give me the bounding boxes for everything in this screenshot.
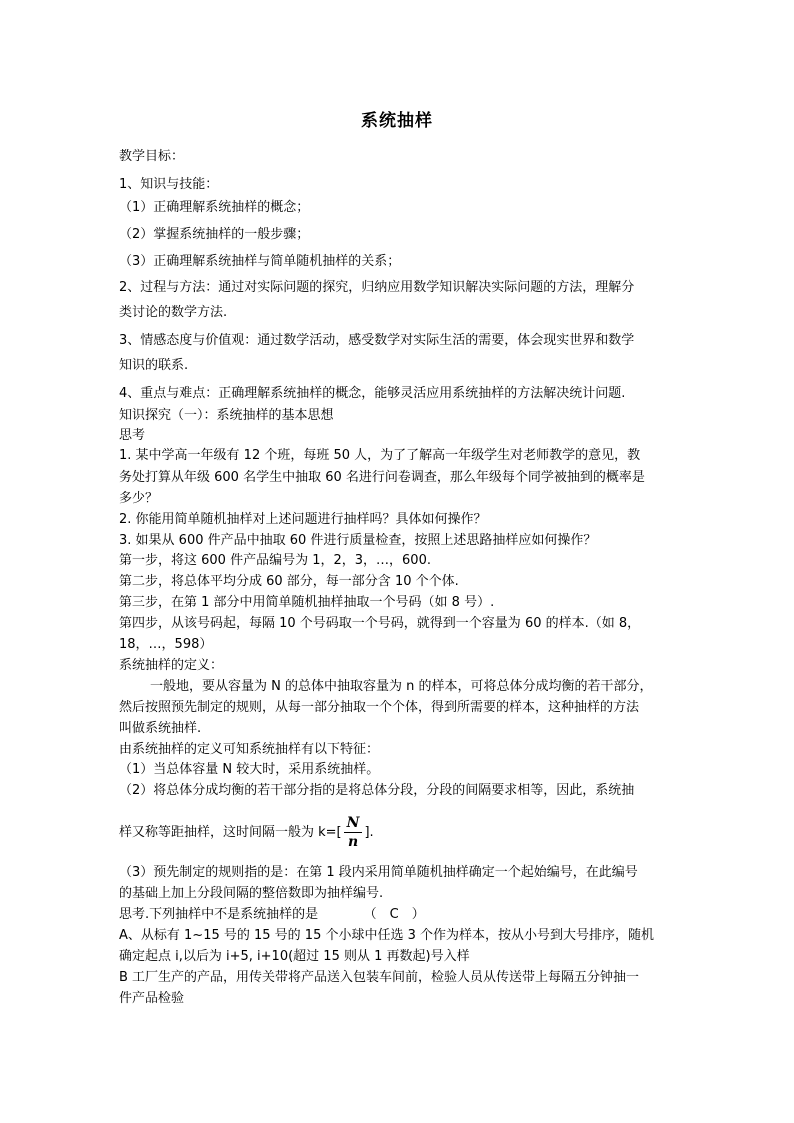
text-line: （1）正确理解系统抽样的概念； bbox=[119, 200, 310, 215]
text-line: 1. 某中学高一年级有 12 个班，每班 50 人，为了了解高一年级学生对老师教学的意见，教 bbox=[119, 448, 641, 463]
text-line: 确定起点 i,以后为 i+5, i+10(超过 15 则从 1 再数起)号入样 bbox=[119, 949, 470, 964]
text-line: （2）将总体分成均衡的若干部分指的是将总体分段，分段的间隔要求相等，因此，系统抽 bbox=[119, 783, 635, 798]
text-line: B 工厂生产的产品，用传关带将产品送入包装车间前，检验人员从传送带上每隔五分钟抽一 bbox=[119, 970, 640, 985]
text-line: A、从标有 1~15 号的 15 号的 15 个小球中任选 3 个作为样本，按从小号到大号排序，随机 bbox=[119, 928, 655, 943]
text-line: 4、重点与难点：正确理解系统抽样的概念，能够灵活应用系统抽样的方法解决统计问题. bbox=[119, 386, 626, 401]
text-line: 3、情感态度与价值观：通过数学活动，感受数学对实际生活的需要，体会现实世界和数学 bbox=[119, 333, 635, 348]
text-line: 第一步，将这 600 件产品编号为 1，2，3，…，600. bbox=[119, 553, 431, 568]
text-line: 思考 bbox=[119, 428, 146, 443]
fraction-denominator: n bbox=[347, 834, 359, 850]
text-line: 多少？ bbox=[119, 491, 159, 506]
fraction bbox=[344, 814, 363, 851]
section-heading: 知识探究（一）：系统抽样的基本思想 bbox=[119, 408, 334, 423]
text-line: 2. 你能用简单随机抽样对上述问题进行抽样吗？具体如何操作？ bbox=[119, 512, 487, 527]
text-line: 第三步，在第 1 部分中用简单随机抽样抽取一个号码（如 8 号）. bbox=[119, 595, 495, 610]
text-line: 2、过程与方法：通过对实际问题的探究，归纳应用数学知识解决实际问题的方法，理解分 bbox=[119, 280, 635, 295]
text-line: （3）正确理解系统抽样与简单随机抽样的关系； bbox=[119, 254, 401, 269]
text-line: 类讨论的数学方法. bbox=[119, 305, 228, 320]
text-line: 系统抽样的定义： bbox=[119, 658, 224, 673]
text-line: 1、知识与技能： bbox=[119, 177, 219, 192]
text-line: （1）当总体容量 N 较大时，采用系统抽样。 bbox=[119, 762, 380, 777]
text-line: 务处打算从年级 600 名学生中抽取 60 名进行问卷调查，那么年级每个同学被抽到的概率是 bbox=[119, 470, 645, 485]
text-line: 3. 如果从 600 件产品中抽取 60 件进行质量检查，按照上述思路抽样应如何操作？ bbox=[119, 533, 597, 548]
formula-prefix: 样又称等距抽样，这时间隔一般为 k=[ bbox=[119, 825, 342, 840]
text-line: 由系统抽样的定义可知系统抽样有以下特征： bbox=[119, 742, 380, 757]
formula-suffix: ]. bbox=[364, 825, 374, 840]
text-line: 知识的联系. bbox=[119, 358, 189, 373]
text-line: 然后按照预先制定的规则，从每一部分抽取一个个体，得到所需要的样本，这种抽样的方法 bbox=[119, 700, 640, 715]
text-line: （2）掌握系统抽样的一般步骤； bbox=[119, 227, 310, 242]
text-line: 件产品检验 bbox=[119, 991, 185, 1006]
text-line: （3）预先制定的规则指的是：在第 1 段内采用简单随机抽样确定一个起始编号，在此编号 bbox=[119, 865, 638, 880]
text-line: 18，…，598） bbox=[119, 637, 213, 652]
document-title: 系统抽样 bbox=[361, 111, 433, 131]
fraction-numerator: N bbox=[344, 814, 363, 833]
text-line: 叫做系统抽样. bbox=[119, 721, 202, 736]
text-line: 第二步，将总体平均分成 60 部分，每一部分含 10 个个体. bbox=[119, 574, 459, 589]
text-line: 一般地，要从容量为 N 的总体中抽取容量为 n 的样本，可将总体分成均衡的若干部分， bbox=[150, 679, 653, 694]
text-line: 教学目标： bbox=[119, 149, 185, 164]
formula-line bbox=[119, 814, 374, 852]
text-line: 的基础上加上分段间隔的整倍数即为抽样编号. bbox=[119, 886, 384, 901]
text-line: 思考.下列抽样中不是系统抽样的是 （ C ） bbox=[119, 907, 425, 922]
text-line: 第四步，从该号码起，每隔 10 个号码取一个号码，就得到一个容量为 60 的样本.（如 8， bbox=[119, 616, 641, 631]
